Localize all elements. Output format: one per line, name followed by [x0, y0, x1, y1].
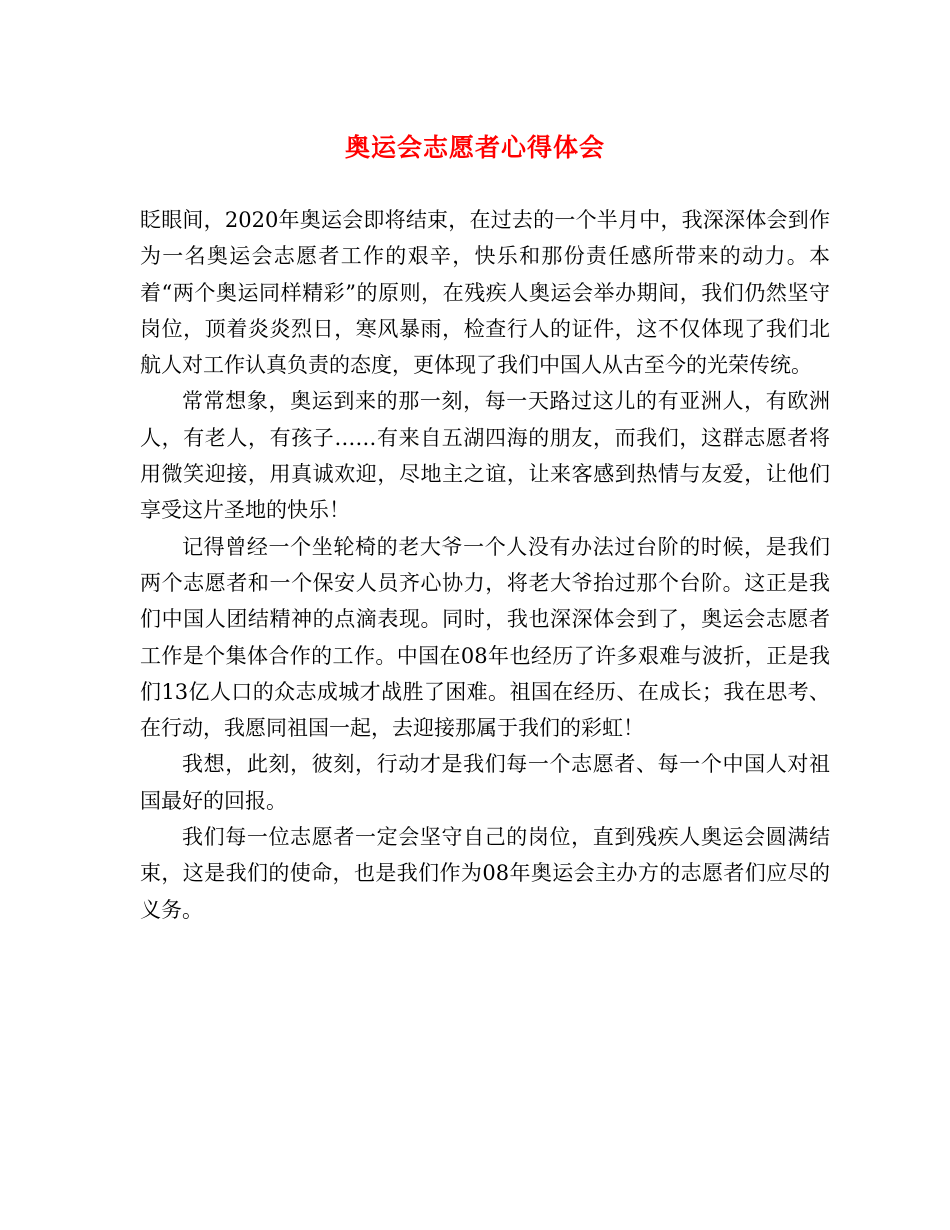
paragraph-4: 我想，此刻，彼刻，行动才是我们每一个志愿者、每一个中国人对祖国最好的回报。	[140, 752, 830, 813]
paragraph-3: 记得曾经一个坐轮椅的老大爷一个人没有办法过台阶的时候，是我们两个志愿者和一个保安人员齐心协力，将老大爷抬过那个台阶。这正是我们中国人团结精神的点滴表现。同时，我也深深体会到了，奥运会志愿者工作是个集体合作的工作。中国在08年也经历了许多艰难与波折，正是我们13亿人口的众志成城才战胜了困难。祖国在经历、在成长；我在思考、在行动，我愿同祖国一起，去迎接那属于我们的彩虹！	[140, 534, 830, 741]
paragraph-1: 眨眼间，2020年奥运会即将结束，在过去的一个半月中，我深深体会到作为一名奥运会志愿者工作的艰辛，快乐和那份责任感所带来的动力。本着“两个奥运同样精彩”的原则，在残疾人奥运会举办期间，我们仍然坚守岗位，顶着炎炎烈日，寒风暴雨，检查行人的证件，这不仅体现了我们北航人对工作认真负责的态度，更体现了我们中国人从古至今的光荣传统。	[140, 208, 830, 378]
document-title: 奥运会志愿者心得体会	[344, 133, 605, 162]
document-body	[140, 202, 830, 928]
paragraph-2: 常常想象，奥运到来的那一刻，每一天路过这儿的有亚洲人，有欧洲人，有老人，有孩子……有来自五湖四海的朋友，而我们，这群志愿者将用微笑迎接，用真诚欢迎，尽地主之谊，让来客感到热情与友爱，让他们享受这片圣地的快乐！	[140, 389, 830, 523]
paragraph-5: 我们每一位志愿者一定会坚守自己的岗位，直到残疾人奥运会圆满结束，这是我们的使命，也是我们作为08年奥运会主办方的志愿者们应尽的义务。	[140, 825, 830, 922]
